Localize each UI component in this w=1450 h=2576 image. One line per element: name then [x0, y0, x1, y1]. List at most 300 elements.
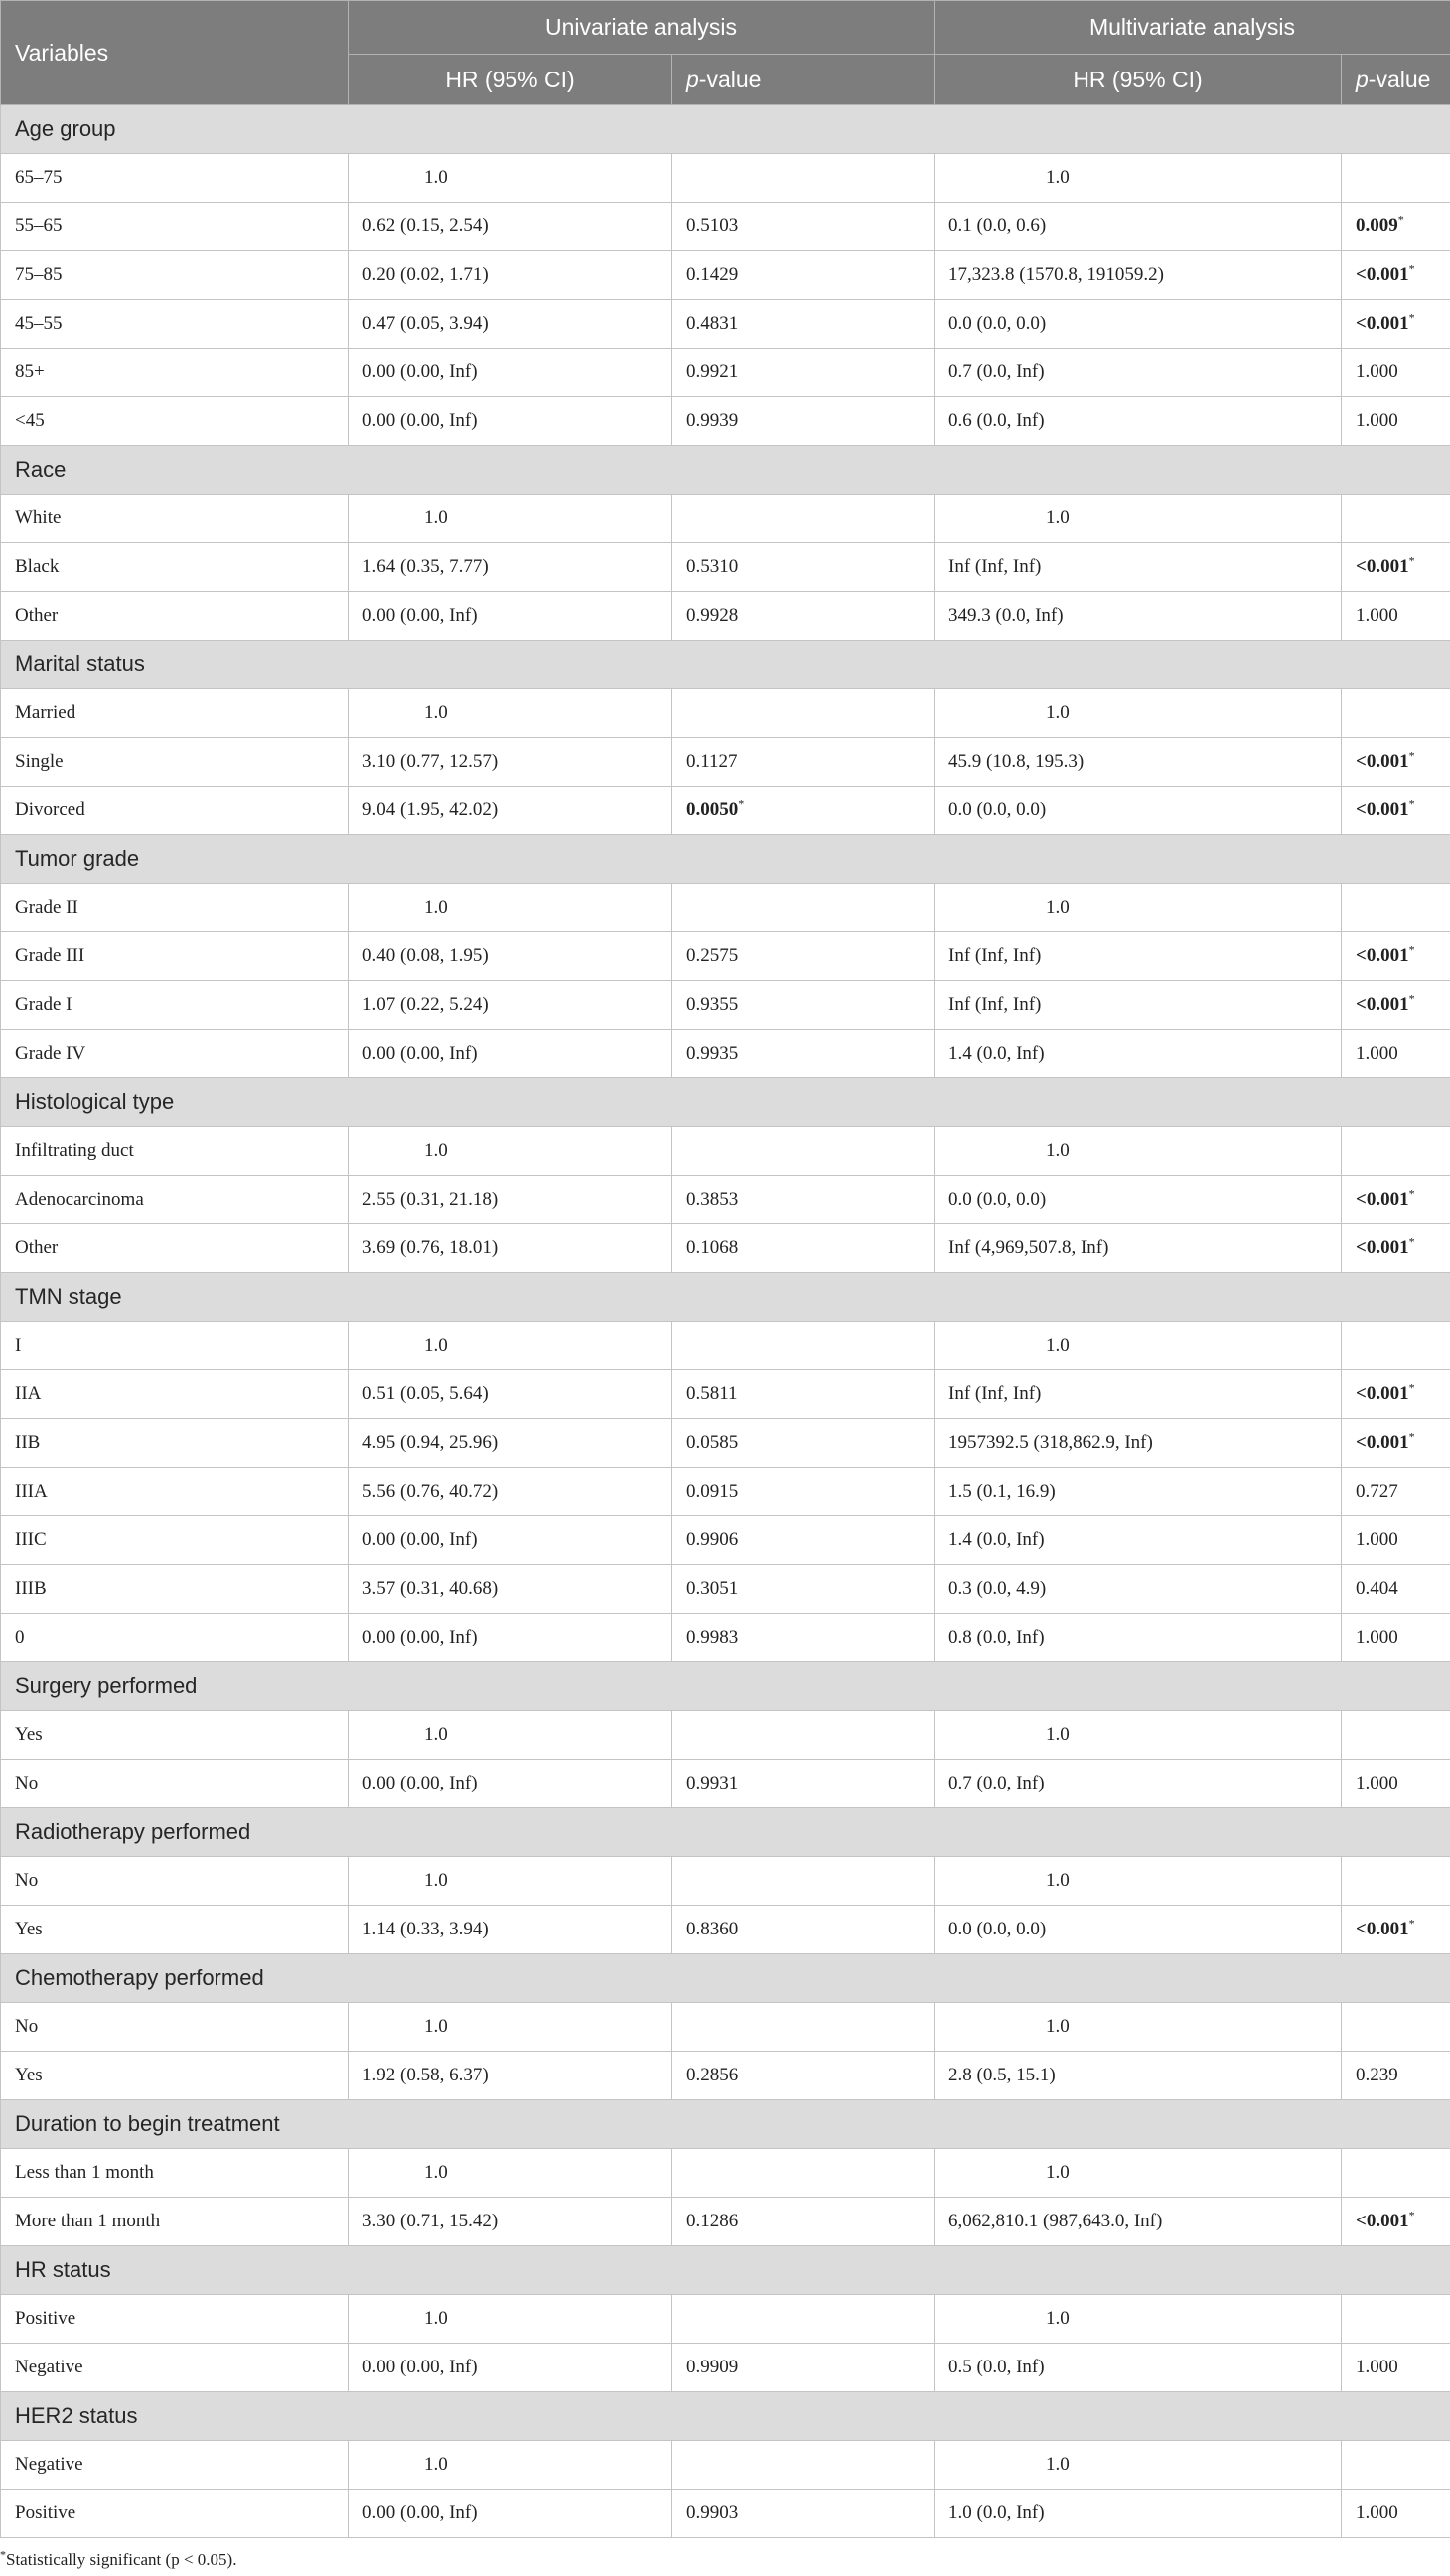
multi-pvalue-cell [1342, 543, 1450, 592]
multi-hr-cell: 0.1 (0.0, 0.6) [935, 203, 1342, 251]
table-row [1, 1711, 1450, 1760]
multi-pvalue-cell [1342, 2198, 1450, 2246]
significance-marker: * [1408, 942, 1415, 957]
uni-hr-cell: 0.40 (0.08, 1.95) [349, 932, 672, 981]
significance-marker: * [1408, 1186, 1415, 1201]
section-title: Histological type [1, 1078, 1450, 1127]
uni-pvalue: 0.1429 [686, 264, 739, 285]
multi-pvalue: 0.239 [1356, 2065, 1398, 2085]
p-italic: p [1356, 66, 1369, 92]
multi-hr-cell: Inf (Inf, Inf) [935, 932, 1342, 981]
uni-hr-cell: 1.0 [349, 2149, 672, 2198]
uni-hr-cell: 1.0 [349, 495, 672, 543]
multi-hr-cell: 0.5 (0.0, Inf) [935, 2344, 1342, 2392]
uni-pvalue-cell [672, 1711, 935, 1760]
uni-hr-cell: 9.04 (1.95, 42.02) [349, 787, 672, 835]
uni-hr-cell: 1.0 [349, 1127, 672, 1176]
multi-hr-cell: 1.0 [935, 495, 1342, 543]
multi-pvalue-cell [1342, 251, 1450, 300]
uni-pvalue-cell [672, 1370, 935, 1419]
uni-hr-cell: 0.00 (0.00, Inf) [349, 1614, 672, 1662]
section-header-row [1, 835, 1450, 884]
uni-pvalue: 0.9928 [686, 605, 739, 626]
uni-hr-cell: 0.20 (0.02, 1.71) [349, 251, 672, 300]
uni-pvalue-cell [672, 397, 935, 446]
table-row [1, 932, 1450, 981]
table-row [1, 300, 1450, 349]
multi-hr-cell: 2.8 (0.5, 15.1) [935, 2052, 1342, 2100]
section-title: HER2 status [1, 2392, 1450, 2441]
row-label: I [1, 1322, 349, 1370]
row-label: Less than 1 month [1, 2149, 349, 2198]
multi-pvalue-cell [1342, 932, 1450, 981]
uni-hr-cell: 1.0 [349, 2295, 672, 2344]
multi-pvalue-cell [1342, 300, 1450, 349]
multi-pvalue-cell [1342, 884, 1450, 932]
multi-pvalue-cell [1342, 738, 1450, 787]
uni-hr-cell: 1.0 [349, 1711, 672, 1760]
uni-pvalue: 0.9906 [686, 1529, 739, 1550]
multi-pvalue-cell [1342, 2149, 1450, 2198]
row-label: Single [1, 738, 349, 787]
table-row [1, 1857, 1450, 1906]
multi-hr-cell: Inf (4,969,507.8, Inf) [935, 1224, 1342, 1273]
section-title: TMN stage [1, 1273, 1450, 1322]
uni-hr-cell: 1.0 [349, 1857, 672, 1906]
uni-pvalue: 0.2856 [686, 2065, 739, 2085]
section-header-row [1, 1662, 1450, 1711]
multi-pvalue-cell [1342, 495, 1450, 543]
significance-marker: * [1408, 748, 1415, 763]
multi-hr-cell: 1.5 (0.1, 16.9) [935, 1468, 1342, 1516]
multi-hr-cell: 1.0 [935, 689, 1342, 738]
significance-marker: * [1408, 1234, 1415, 1249]
multi-pvalue-cell [1342, 1176, 1450, 1224]
multi-pvalue-cell [1342, 1370, 1450, 1419]
multi-pvalue-cell [1342, 1614, 1450, 1662]
uni-hr-cell: 1.64 (0.35, 7.77) [349, 543, 672, 592]
multi-pvalue: 1.000 [1356, 1773, 1398, 1793]
row-label: Yes [1, 2052, 349, 2100]
multi-pvalue: <0.001 [1356, 799, 1409, 820]
uni-pvalue: 0.1127 [686, 751, 738, 772]
row-label: Grade I [1, 981, 349, 1030]
multi-hr-cell: 1.0 [935, 2149, 1342, 2198]
uni-pvalue-cell [672, 1857, 935, 1906]
uni-hr-cell: 0.00 (0.00, Inf) [349, 1030, 672, 1078]
row-label: Positive [1, 2295, 349, 2344]
table-row [1, 203, 1450, 251]
multi-hr-cell: 1.0 [935, 1322, 1342, 1370]
multi-pvalue: 1.000 [1356, 2503, 1398, 2523]
uni-pvalue-cell [672, 884, 935, 932]
multi-pvalue-cell [1342, 1322, 1450, 1370]
multi-pvalue-cell [1342, 1857, 1450, 1906]
uni-pvalue-cell [672, 2441, 935, 2490]
uni-hr-cell: 2.55 (0.31, 21.18) [349, 1176, 672, 1224]
multi-hr-cell: Inf (Inf, Inf) [935, 981, 1342, 1030]
uni-hr-cell: 0.00 (0.00, Inf) [349, 592, 672, 641]
uni-pvalue: 0.0050 [686, 799, 739, 820]
uni-pvalue-cell [672, 592, 935, 641]
multi-hr-cell: 0.7 (0.0, Inf) [935, 1760, 1342, 1808]
uni-pvalue: 0.9935 [686, 1043, 739, 1064]
uni-hr-cell: 0.00 (0.00, Inf) [349, 2490, 672, 2538]
row-label: 65–75 [1, 154, 349, 203]
multi-hr-cell: 1.0 (0.0, Inf) [935, 2490, 1342, 2538]
uni-pvalue: 0.5811 [686, 1383, 738, 1404]
section-header-row [1, 641, 1450, 689]
multi-hr-cell: 1.0 [935, 884, 1342, 932]
multi-hr-cell: 1957392.5 (318,862.9, Inf) [935, 1419, 1342, 1468]
table-body [1, 105, 1450, 2538]
row-label: Grade IV [1, 1030, 349, 1078]
table-row [1, 981, 1450, 1030]
multi-hr-cell: 1.0 [935, 2295, 1342, 2344]
uni-pvalue: 0.1286 [686, 2211, 739, 2231]
multi-pvalue-cell [1342, 1468, 1450, 1516]
uni-hr-cell: 3.30 (0.71, 15.42) [349, 2198, 672, 2246]
uni-pvalue-cell [672, 1127, 935, 1176]
uni-pvalue: 0.5103 [686, 215, 739, 236]
uni-pvalue: 0.0585 [686, 1432, 739, 1453]
row-label: No [1, 1760, 349, 1808]
table-row [1, 1516, 1450, 1565]
multi-pvalue: <0.001 [1356, 1237, 1409, 1258]
multi-pvalue: <0.001 [1356, 994, 1409, 1015]
multi-hr-cell: 0.8 (0.0, Inf) [935, 1614, 1342, 1662]
uni-hr-cell: 3.10 (0.77, 12.57) [349, 738, 672, 787]
uni-pvalue-cell [672, 1176, 935, 1224]
table-row [1, 1468, 1450, 1516]
uni-hr-cell: 1.0 [349, 1322, 672, 1370]
section-title: Chemotherapy performed [1, 1954, 1450, 2003]
uni-hr-cell: 0.62 (0.15, 2.54) [349, 203, 672, 251]
multi-pvalue-cell [1342, 203, 1450, 251]
multi-hr-cell: 349.3 (0.0, Inf) [935, 592, 1342, 641]
uni-pvalue-cell [672, 932, 935, 981]
multi-hr-cell: 1.0 [935, 2441, 1342, 2490]
header-variables: Variables [1, 1, 349, 105]
multi-pvalue: 1.000 [1356, 410, 1398, 431]
significance-marker: * [1408, 261, 1415, 276]
section-title: Radiotherapy performed [1, 1808, 1450, 1857]
multi-hr-cell: 0.3 (0.0, 4.9) [935, 1565, 1342, 1614]
section-title: Tumor grade [1, 835, 1450, 884]
section-title: Marital status [1, 641, 1450, 689]
header-multi-pvalue [1342, 55, 1450, 105]
table-row [1, 154, 1450, 203]
table-row [1, 1760, 1450, 1808]
uni-pvalue: 0.9939 [686, 410, 739, 431]
uni-hr-cell: 1.07 (0.22, 5.24) [349, 981, 672, 1030]
multi-pvalue: <0.001 [1356, 313, 1409, 334]
multi-pvalue-cell [1342, 2441, 1450, 2490]
uni-pvalue-cell [672, 1468, 935, 1516]
multi-hr-cell: 6,062,810.1 (987,643.0, Inf) [935, 2198, 1342, 2246]
uni-hr-cell: 1.0 [349, 2441, 672, 2490]
multi-pvalue-cell [1342, 1760, 1450, 1808]
multi-pvalue-cell [1342, 1565, 1450, 1614]
multi-pvalue: <0.001 [1356, 945, 1409, 966]
multi-hr-cell: 0.0 (0.0, 0.0) [935, 300, 1342, 349]
multi-pvalue: <0.001 [1356, 1432, 1409, 1453]
uni-pvalue-cell [672, 2490, 935, 2538]
table-row [1, 251, 1450, 300]
uni-pvalue-cell [672, 349, 935, 397]
uni-pvalue-cell [672, 495, 935, 543]
uni-hr-cell: 0.51 (0.05, 5.64) [349, 1370, 672, 1419]
uni-hr-cell: 1.0 [349, 689, 672, 738]
table-header [1, 1, 1450, 105]
table-row [1, 2149, 1450, 2198]
multi-pvalue-cell [1342, 154, 1450, 203]
uni-pvalue-cell [672, 543, 935, 592]
row-label: Adenocarcinoma [1, 1176, 349, 1224]
uni-hr-cell: 0.00 (0.00, Inf) [349, 2344, 672, 2392]
multi-pvalue-cell [1342, 1030, 1450, 1078]
multi-hr-cell: 0.0 (0.0, 0.0) [935, 787, 1342, 835]
row-label: Yes [1, 1906, 349, 1954]
uni-pvalue: 0.9355 [686, 994, 739, 1015]
uni-hr-cell: 1.0 [349, 154, 672, 203]
uni-pvalue: 0.4831 [686, 313, 739, 334]
row-label: Yes [1, 1711, 349, 1760]
multi-pvalue-cell [1342, 2052, 1450, 2100]
section-header-row [1, 446, 1450, 495]
header-uni-pvalue [672, 55, 935, 105]
uni-hr-cell: 5.56 (0.76, 40.72) [349, 1468, 672, 1516]
header-multi-hr: HR (95% CI) [935, 55, 1342, 105]
uni-pvalue-cell [672, 981, 935, 1030]
multi-hr-cell: 1.0 [935, 2003, 1342, 2052]
header-uni-hr: HR (95% CI) [349, 55, 672, 105]
multi-hr-cell: 0.7 (0.0, Inf) [935, 349, 1342, 397]
table-row [1, 1127, 1450, 1176]
multi-pvalue-cell [1342, 1419, 1450, 1468]
table-row [1, 738, 1450, 787]
row-label: IIIB [1, 1565, 349, 1614]
multi-hr-cell: 1.0 [935, 1711, 1342, 1760]
uni-pvalue-cell [672, 2295, 935, 2344]
uni-pvalue: 0.3853 [686, 1189, 739, 1210]
uni-pvalue: 0.3051 [686, 1578, 739, 1599]
row-label: Other [1, 592, 349, 641]
significance-marker: * [1408, 1916, 1415, 1931]
table-row [1, 1565, 1450, 1614]
section-header-row [1, 2246, 1450, 2295]
section-title: Surgery performed [1, 1662, 1450, 1711]
uni-pvalue-cell [672, 2149, 935, 2198]
uni-hr-cell: 0.00 (0.00, Inf) [349, 1760, 672, 1808]
table-row [1, 2295, 1450, 2344]
uni-pvalue-cell [672, 1419, 935, 1468]
uni-pvalue-cell [672, 738, 935, 787]
pvalue-suffix: -value [698, 66, 762, 92]
uni-pvalue-cell [672, 1322, 935, 1370]
table-row [1, 2003, 1450, 2052]
pvalue-suffix: -value [1368, 66, 1431, 92]
uni-pvalue-cell [672, 300, 935, 349]
row-label: Positive [1, 2490, 349, 2538]
uni-pvalue-cell [672, 2198, 935, 2246]
multi-pvalue: <0.001 [1356, 1919, 1409, 1939]
row-label: Negative [1, 2441, 349, 2490]
table-row [1, 1322, 1450, 1370]
significance-marker: * [1408, 1380, 1415, 1395]
multi-hr-cell: 17,323.8 (1570.8, 191059.2) [935, 251, 1342, 300]
table-row [1, 2052, 1450, 2100]
multi-pvalue-cell [1342, 981, 1450, 1030]
table-row [1, 1370, 1450, 1419]
row-label: IIIC [1, 1516, 349, 1565]
table-row [1, 884, 1450, 932]
section-header-row [1, 2100, 1450, 2149]
multi-hr-cell: 1.0 [935, 154, 1342, 203]
multi-pvalue: 1.000 [1356, 1627, 1398, 1647]
table-row [1, 1614, 1450, 1662]
row-label: No [1, 2003, 349, 2052]
row-label: White [1, 495, 349, 543]
section-title: Race [1, 446, 1450, 495]
row-label: Negative [1, 2344, 349, 2392]
table-row [1, 1906, 1450, 1954]
multi-pvalue-cell [1342, 2344, 1450, 2392]
uni-hr-cell: 1.14 (0.33, 3.94) [349, 1906, 672, 1954]
multi-pvalue: 0.404 [1356, 1578, 1398, 1599]
uni-hr-cell: 0.00 (0.00, Inf) [349, 397, 672, 446]
uni-pvalue-cell [672, 1760, 935, 1808]
uni-pvalue: 0.1068 [686, 1237, 739, 1258]
multi-pvalue-cell [1342, 1224, 1450, 1273]
uni-pvalue: 0.9903 [686, 2503, 739, 2523]
footnote [0, 2547, 237, 2570]
table-row [1, 495, 1450, 543]
section-header-row [1, 1273, 1450, 1322]
uni-pvalue-cell [672, 1224, 935, 1273]
uni-hr-cell: 3.69 (0.76, 18.01) [349, 1224, 672, 1273]
row-label: 55–65 [1, 203, 349, 251]
uni-pvalue-cell [672, 1565, 935, 1614]
multi-pvalue: <0.001 [1356, 1383, 1409, 1404]
multi-pvalue-cell [1342, 787, 1450, 835]
table-row [1, 689, 1450, 738]
multi-pvalue: 1.000 [1356, 605, 1398, 626]
p-italic: p [686, 66, 699, 92]
row-label: Grade III [1, 932, 349, 981]
table-row [1, 592, 1450, 641]
section-header-row [1, 1808, 1450, 1857]
significance-marker: * [1408, 2208, 1415, 2222]
uni-pvalue-cell [672, 689, 935, 738]
row-label: 85+ [1, 349, 349, 397]
table-row [1, 1176, 1450, 1224]
multi-hr-cell: Inf (Inf, Inf) [935, 1370, 1342, 1419]
uni-pvalue: 0.9931 [686, 1773, 739, 1793]
uni-pvalue-cell [672, 2003, 935, 2052]
table-row [1, 397, 1450, 446]
uni-hr-cell: 4.95 (0.94, 25.96) [349, 1419, 672, 1468]
multi-pvalue-cell [1342, 2490, 1450, 2538]
multi-pvalue: 1.000 [1356, 361, 1398, 382]
row-label: Grade II [1, 884, 349, 932]
table-row [1, 349, 1450, 397]
table-row [1, 1030, 1450, 1078]
multi-hr-cell: Inf (Inf, Inf) [935, 543, 1342, 592]
row-label: IIIA [1, 1468, 349, 1516]
multi-pvalue: 1.000 [1356, 1529, 1398, 1550]
uni-pvalue-cell [672, 787, 935, 835]
header-multivariate: Multivariate analysis [935, 1, 1450, 55]
multi-hr-cell: 1.0 [935, 1127, 1342, 1176]
uni-pvalue: 0.9909 [686, 2357, 739, 2377]
uni-hr-cell: 1.92 (0.58, 6.37) [349, 2052, 672, 2100]
multi-pvalue-cell [1342, 1711, 1450, 1760]
section-header-row [1, 1078, 1450, 1127]
uni-pvalue-cell [672, 1516, 935, 1565]
row-label: 45–55 [1, 300, 349, 349]
uni-pvalue-cell [672, 1906, 935, 1954]
section-header-row [1, 105, 1450, 154]
table-row [1, 787, 1450, 835]
section-title: Duration to begin treatment [1, 2100, 1450, 2149]
multi-hr-cell: 1.0 [935, 1857, 1342, 1906]
table-row [1, 1419, 1450, 1468]
significance-marker: * [1397, 213, 1404, 227]
section-title: HR status [1, 2246, 1450, 2295]
footnote-marker: * [0, 2547, 6, 2562]
multi-pvalue-cell [1342, 397, 1450, 446]
section-title: Age group [1, 105, 1450, 154]
multi-pvalue-cell [1342, 2295, 1450, 2344]
row-label: Other [1, 1224, 349, 1273]
multi-hr-cell: 1.4 (0.0, Inf) [935, 1516, 1342, 1565]
row-label: Divorced [1, 787, 349, 835]
uni-hr-cell: 1.0 [349, 884, 672, 932]
multi-pvalue: 0.009 [1356, 215, 1398, 236]
footnote-text: Statistically significant (p < 0.05). [6, 2550, 237, 2569]
uni-pvalue-cell [672, 2052, 935, 2100]
uni-hr-cell: 0.00 (0.00, Inf) [349, 1516, 672, 1565]
uni-pvalue: 0.8360 [686, 1919, 739, 1939]
significance-marker: * [1408, 796, 1415, 811]
row-label: Infiltrating duct [1, 1127, 349, 1176]
uni-hr-cell: 0.47 (0.05, 3.94) [349, 300, 672, 349]
uni-pvalue-cell [672, 1030, 935, 1078]
multi-pvalue-cell [1342, 592, 1450, 641]
uni-hr-cell: 3.57 (0.31, 40.68) [349, 1565, 672, 1614]
uni-pvalue: 0.5310 [686, 556, 739, 577]
multi-pvalue-cell [1342, 689, 1450, 738]
header-univariate: Univariate analysis [349, 1, 935, 55]
significance-marker: * [1408, 991, 1415, 1006]
section-header-row [1, 1954, 1450, 2003]
row-label: 75–85 [1, 251, 349, 300]
uni-pvalue: 0.2575 [686, 945, 739, 966]
section-header-row [1, 2392, 1450, 2441]
row-label: <45 [1, 397, 349, 446]
significance-marker: * [1408, 553, 1415, 568]
row-label: More than 1 month [1, 2198, 349, 2246]
uni-pvalue: 0.0915 [686, 1481, 739, 1502]
uni-pvalue-cell [672, 203, 935, 251]
multi-pvalue: 0.727 [1356, 1481, 1398, 1502]
multi-pvalue-cell [1342, 349, 1450, 397]
multi-hr-cell: 0.6 (0.0, Inf) [935, 397, 1342, 446]
uni-hr-cell: 0.00 (0.00, Inf) [349, 349, 672, 397]
significance-marker: * [1408, 310, 1415, 325]
table-row [1, 2198, 1450, 2246]
